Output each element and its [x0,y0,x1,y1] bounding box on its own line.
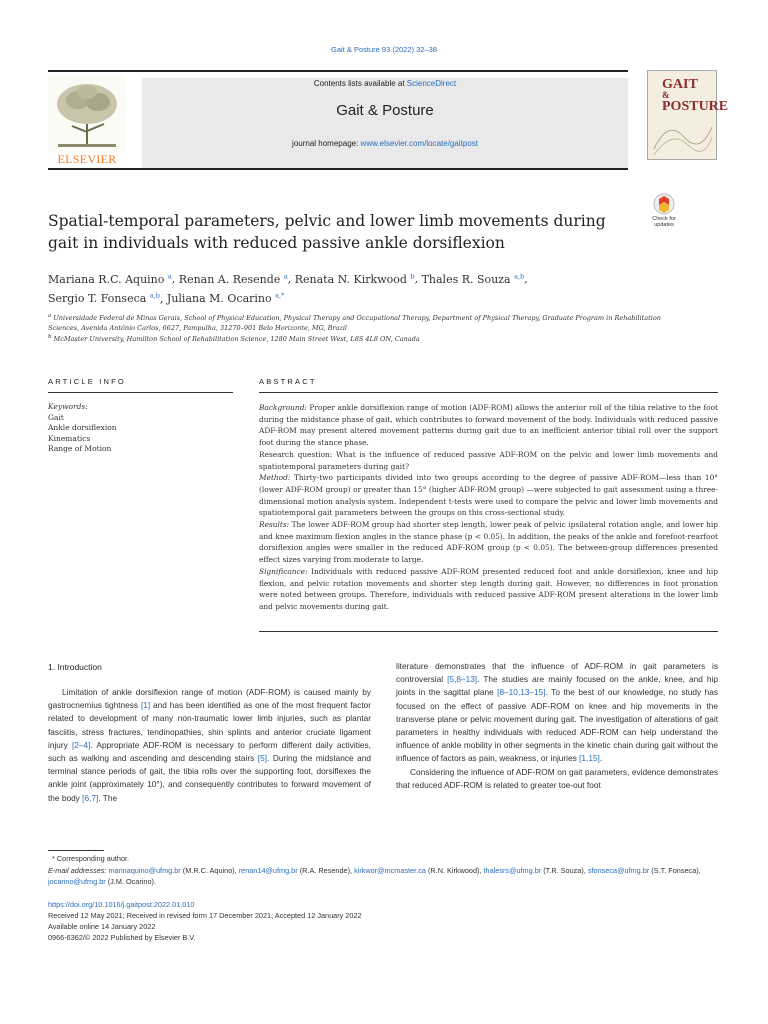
author-3[interactable] [295,273,415,286]
abstract-method-label: Method: [259,473,291,483]
email-owner: (M.R.C. Aquino), [180,866,239,875]
check-updates-label [647,216,681,228]
abstract-heading: ABSTRACT [259,377,317,386]
affiliation-a-text: Universidade Federal de Minas Gerais, School of Physical Education, Physical Therapy and Occupational Therapy, Department of Physical Therapy, Graduate Program in Rehabilitation Sciences, Avenida Antônio Carlos, 6627, Pampulha, 31270–901 Belo Horizonte, MG, Brazil [48,314,661,332]
abstract-significance-text: Individuals with reduced passive ADF-ROM presented reduced foot and ankle dorsiflexion, knee and hip flexion, and pelvic rotation movements and shorter step length during gait. However, no differences in foot pronation were noted between groups. Therefore, individuals with reduced passive ADF-ROM present alterations in the lower limb and pelvic movements during gait. [259,566,718,611]
intro-text: Limitation of ankle dorsiflexion range of motion (ADF-ROM) is caused mainly by gastrocnemius tightness [48,687,371,711]
abstract-bottom-rule [259,631,718,632]
email-link[interactable]: thalesrs@ufmg.br [483,866,542,875]
email-owner: (R.N. Kirkwood), [425,866,484,875]
citation-link[interactable]: [1,15] [579,753,600,764]
abstract-method-text: Thirty-two participants divided into two groups according to the degree of passive ADF-ROM—less than 10° (lower ADF-ROM group) or greater than 15° (higher ADF-ROM group) —were subjected to gait assessment using a three-dimensional motion analysis system. Independent t-tests were used to compare the pelvic and lower limb movements and spatiotemporal gait parameters between the groups on this cross-sectional study. [259,473,718,518]
cover-art-icon [648,109,718,159]
issn-copyright: 0966-6362/© 2022 Published by Elsevier B.V. [48,933,196,942]
article-title: Spatial-temporal parameters, pelvic and lower limb movements during gait in individuals with reduced passive ankle dorsiflexion [48,212,606,252]
citation-link[interactable]: [5] [257,753,268,764]
elsevier-tree-icon [48,76,126,152]
abstract-background [259,402,718,449]
email-label: E-mail addresses: [48,866,107,875]
intro-text: . During the midstance and terminal stance periods of gait, the tibia rolls over the supporting foot, dorsiflexes the ankle joint (approximately 10°), and consequently contributes to forward movement of the body [48,753,371,803]
article-metadata [48,899,718,943]
keyword-item: Gait [48,412,64,422]
abstract-background-text: Proper ankle dorsiflexion range of motion (ADF-ROM) allows the anterior roll of the tibia relative to the foot during the midstance phase of gait, which contributes to forward movement of the body. Individuals with reduced passive ADF-ROM may present altered movement patterns during gait due to an inefficient anterior tibial roll over the support foot during the stance phase. [259,403,718,448]
intro-paragraph-1-cont [396,660,718,766]
footnote-rule [48,850,104,851]
introduction-heading: 1. Introduction [48,662,102,672]
keywords-label: Keywords: [48,402,88,411]
elsevier-wordmark: ELSEVIER [57,152,117,166]
author-list [48,268,668,307]
email-link[interactable]: kirkwor@mcmaster.ca [354,866,426,875]
header-bottom-rule [48,168,628,170]
abstract-question-text: What is the influence of reduced passive ADF-ROM on the pelvic and lower limb movements and spatiotemporal parameters during gait? [259,449,719,471]
citation-link[interactable]: [5,8–13] [447,674,478,685]
intro-paragraph-2: Considering the influence of ADF-ROM on gait parameters, evidence demonstrates that reduced ADF-ROM is related to greater toe-out foot [396,766,718,790]
cover-title [662,79,728,112]
author-affil-mark[interactable]: a,b [514,272,525,280]
intro-text: and has been identified as one of the most frequent factor related to development of many non-traumatic lower limb injuries, such as plantar fasciitis, stress fractures, tendinopathies, shin splints and anterior cruciate ligament injury [48,700,371,750]
author-separator: , [159,292,167,306]
author-separator: , [524,272,528,286]
article-info-rule [48,392,233,393]
author-affil-mark[interactable]: a [283,272,288,280]
email-owner: (R.A. Resende), [297,866,355,875]
affiliations [48,312,688,345]
journal-reference[interactable]: Gait & Posture 93 (2022) 32–38 [331,45,437,54]
journal-cover-thumbnail[interactable] [647,70,729,160]
article-info-heading: ARTICLE INFO [48,377,126,386]
abstract-rule [259,392,718,393]
author-2[interactable] [179,273,288,286]
abstract-results [259,519,718,566]
intro-text: . The [98,792,118,803]
email-owner: (T.R. Souza), [541,866,588,875]
abstract-significance [259,566,718,613]
author-affil-mark[interactable]: a,b [149,291,160,300]
intro-text: . To the best of our knowledge, no study has focused on the effect of passive ADF-ROM on knee and hip movements in the transverse plane or pelvic movement during gait. The investigation of alterations of gait parameters in healthy individuals with reduced ADF-ROM can help understand the influence of ankle mobility in other segments in the kinetic chain during gait without the influence of factors as pain, weakness, or injuries [396,687,718,764]
affiliation-b-mark: b [48,334,52,341]
affiliation-a [48,312,688,333]
header-top-rule [48,70,628,72]
cover-line-1: GAIT [662,77,698,92]
keyword-item: Ankle dorsiflexion [48,423,117,432]
homepage-line [142,139,628,148]
author-affil-mark[interactable]: b [410,272,415,280]
email-owner: (S.T. Fonseca), [649,866,701,875]
intro-paragraph-1 [48,686,371,805]
journal-title: Gait & Posture [336,102,434,119]
intro-text: . Appropriate ADF-ROM is necessary to perform different daily activities, such as walking and ascending and descending stairs [48,739,371,764]
homepage-prefix: journal homepage: [292,139,361,148]
author-separator: , [287,272,295,286]
intro-left-column [48,686,371,805]
abstract-body [259,402,718,613]
cover-line-3: POSTURE [662,99,729,114]
intro-right-column [396,660,718,792]
author-affil-mark[interactable]: a [167,272,172,280]
email-link[interactable]: sfonseca@ufmg.br [587,866,650,875]
email-owner: (J.M. Ocarino). [105,877,156,886]
cover-line-2: & [662,90,670,100]
received-dates: Received 12 May 2021; Received in revised form 17 December 2021; Accepted 12 January 2022 [48,911,362,920]
homepage-link[interactable]: www.elsevier.com/locate/gaitpost [360,139,478,148]
keyword-item: Range of Motion [48,444,112,453]
online-date: Available online 14 January 2022 [48,922,156,931]
abstract-results-text: The lower ADF-ROM group had shorter step length, lower peak of pelvic ipsilateral rotation angle, and lower hip and knee maximum flexion angles in the stance phase (p < 0.05). In addition, the peaks of the ankle and forefoot-rearfoot dorsiflexion angles were smaller in the reduced ADF-ROM group (p < 0.05). The between-group differences presented effect sizes varying from moderate to large. [259,520,718,565]
affiliation-b [48,333,688,345]
author-name: Sergio T. Fonseca [48,292,147,306]
email-link[interactable]: renan14@ufmg.br [238,866,298,875]
affiliation-a-mark: a [48,313,52,319]
abstract-question [259,449,718,472]
citation-link[interactable]: [6,7] [82,792,99,803]
author-6[interactable] [167,292,284,305]
author-4[interactable] [422,273,525,286]
abstract-question-label: Research question: [259,449,333,459]
author-5[interactable] [48,292,160,305]
author-1[interactable] [48,273,172,286]
author-separator: , [171,272,179,286]
contents-prefix: Contents lists available at [313,79,407,88]
author-name: Renata N. Kirkwood [294,272,407,286]
author-name: Mariana R.C. Aquino [48,272,165,286]
intro-text: . [599,753,603,764]
author-name: Juliana M. Ocarino [166,292,272,306]
doi-link[interactable]: https://doi.org/10.1016/j.gaitpost.2022.01.010 [48,900,195,909]
journal-header [48,70,729,170]
check-updates-line-2: updates [654,222,674,228]
check-for-updates-button[interactable] [647,193,681,228]
intro-text: literature demonstrates that the influence of ADF-ROM in gait parameters is controversial [396,661,718,685]
abstract-method [259,472,718,519]
abstract-background-label: Background: [259,403,307,412]
author-name: Renan A. Resende [178,272,281,286]
contents-line [142,79,628,88]
author-separator: , [414,272,422,286]
author-affil-mark[interactable]: a,* [275,291,285,300]
sciencedirect-link[interactable]: ScienceDirect [406,79,457,88]
check-updates-icon [653,193,675,215]
abstract-significance-label: Significance: [259,566,308,576]
keyword-item: Kinematics [48,433,91,443]
journal-banner [142,78,628,168]
check-updates-line-1: Check for [652,216,676,222]
abstract-results-label: Results: [259,520,290,530]
keywords-block [48,402,233,455]
citation-link[interactable]: [1] [140,700,151,711]
intro-text: . The studies are mainly focused on the ankle, knee, and hip joints in the sagittal plane [396,674,718,698]
affiliation-b-text: McMaster University, Hamilton School of Rehabilitation Science, 1280 Main Street West, L8S 4L8 ON, Canada [53,335,420,344]
citation-link[interactable]: [8–10,13–15] [497,687,546,698]
corresponding-author-note: * Corresponding author. [52,854,130,863]
email-link[interactable]: jocarino@ufmg.br [48,877,106,886]
citation-link[interactable]: [2–4] [71,739,91,750]
email-addresses [48,865,718,887]
author-name: Thales R. Souza [421,272,511,286]
email-link[interactable]: marinaquino@ufmg.br [108,866,181,875]
